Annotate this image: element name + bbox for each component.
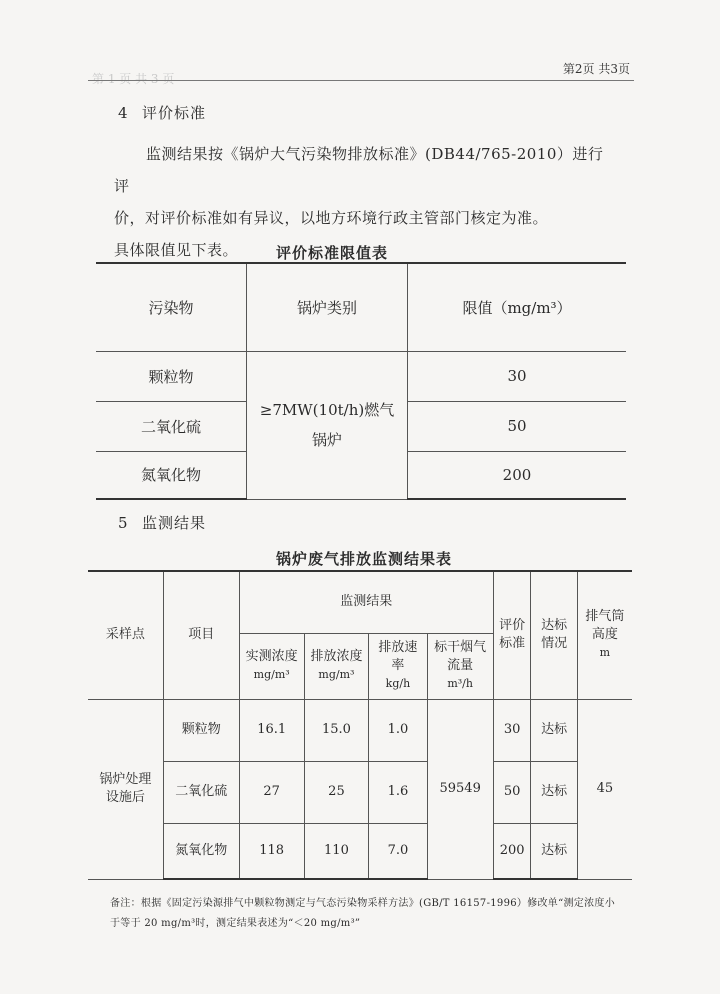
flow-label: 标干烟气流量 [434,640,487,673]
flow-unit: m³/h [447,677,473,690]
item-cell: 二氧化硫 [163,761,239,823]
header-standard: 评价标准 [493,571,531,699]
standard-cell: 30 [493,699,531,761]
pollutant-cell: 氮氧化物 [96,451,247,499]
section-5-heading [118,512,206,533]
emission-cell: 110 [304,823,369,879]
section-5-title: 监测结果 [142,514,207,532]
limit-cell: 30 [408,351,627,401]
section-4-number: 4 [118,104,129,122]
measured-conc-unit: mg/m³ [253,668,290,681]
pollutant-cell: 颗粒物 [96,351,247,401]
stack-height-unit: m [599,646,611,660]
boiler-type-cell: ≥7MW(10t/h)燃气锅炉 [247,351,408,499]
page-number: 第2页 共3页 [562,62,630,76]
table-row [88,761,632,823]
section-5-number: 5 [118,514,129,532]
header-emission-conc [304,633,369,699]
emission-conc-unit: mg/m³ [318,668,355,681]
emission-cell: 25 [304,761,369,823]
table-row [88,699,632,761]
header-flow [427,633,493,699]
header-emission-rate [369,633,427,699]
rate-cell: 1.6 [369,761,427,823]
limit-cell: 200 [408,451,627,499]
result-table-title: 锅炉废气排放监测结果表 [276,550,453,568]
footnote-line-2: 于等于 20 mg/m³时，测定结果表述为“＜20 mg/m³” [110,918,361,929]
paragraph-line-2: 价，对评价标准如有异议，以地方环境行政主管部门核定为准。 [114,209,549,227]
table-row [88,823,632,879]
limit-cell: 50 [408,401,627,451]
footnote [110,894,630,934]
compliance-cell: 达标 [531,761,577,823]
section-4-heading [118,102,206,123]
header-monitoring-result: 监测结果 [239,571,493,633]
emission-cell: 15.0 [304,699,369,761]
rate-cell: 7.0 [369,823,427,879]
result-table [88,570,632,880]
measured-cell: 118 [239,823,304,879]
measured-conc-label: 实测浓度 [245,649,298,664]
standard-cell: 50 [493,761,531,823]
rate-cell: 1.0 [369,699,427,761]
sample-point-cell: 锅炉处理设施后 [88,699,163,879]
flow-cell: 59549 [427,699,493,879]
header-measured-conc [239,633,304,699]
header-sample-point: 采样点 [88,571,163,699]
measured-cell: 16.1 [239,699,304,761]
limit-table-title: 评价标准限值表 [276,244,389,262]
paragraph-line-1: 监测结果按《锅炉大气污染物排放标准》(DB44/765-2010）进行评 [114,145,604,195]
section-4-title: 评价标准 [142,104,207,122]
header-item: 项目 [163,571,239,699]
header-faint-text: 第 1 页 共 3 页 [92,72,175,86]
paragraph-line-3: 具体限值见下表。 [114,241,239,259]
measured-cell: 27 [239,761,304,823]
limit-table [96,262,626,500]
compliance-cell: 达标 [531,823,577,879]
header-pollutant: 污染物 [96,263,247,351]
item-cell: 颗粒物 [163,699,239,761]
stack-height-label: 排气筒高度 [585,609,625,643]
standard-cell: 200 [493,823,531,879]
item-cell: 氮氧化物 [163,823,239,879]
pollutant-cell: 二氧化硫 [96,401,247,451]
emission-rate-label: 排放速率 [378,640,418,673]
footnote-line-1: 备注：根据《固定污染源排气中颗粒物测定与气态污染物采样方法》(GB/T 16157-1996）修改单“测定浓度小 [110,898,616,909]
stack-height-cell: 45 [577,699,632,879]
header-limit: 限值（mg/m³） [408,263,627,351]
header-stack-height [577,571,632,699]
compliance-cell: 达标 [531,699,577,761]
header-compliance: 达标情况 [531,571,577,699]
emission-rate-unit: kg/h [385,677,411,690]
header-divider [88,80,634,81]
emission-conc-label: 排放浓度 [310,649,363,664]
header-boiler-type: 锅炉类别 [247,263,408,351]
